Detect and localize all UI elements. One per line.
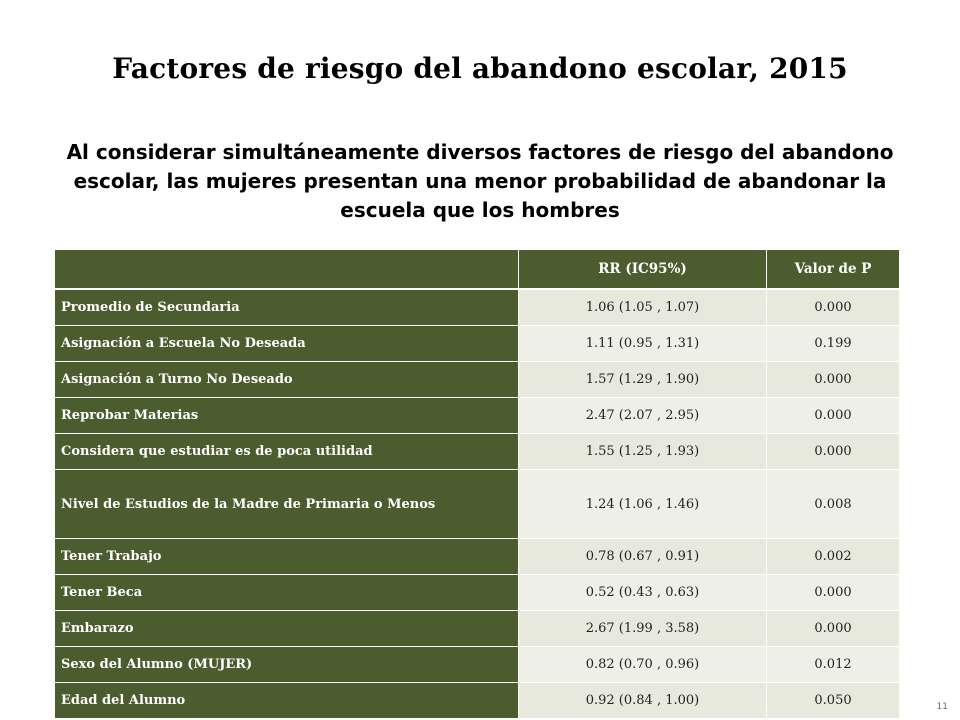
p-value-cell: 0.000 [767,362,900,398]
rr-cell: 0.52 (0.43 , 0.63) [519,575,767,611]
table-row [55,647,900,683]
factor-cell: Asignación a Escuela No Deseada [55,326,519,362]
table-row [55,575,900,611]
rr-cell: 2.67 (1.99 , 3.58) [519,611,767,647]
slide-title: Factores de riesgo del abandono escolar, 2015 [112,52,848,85]
p-value-cell: 0.050 [767,683,900,719]
header-p-value: Valor de P [767,250,900,290]
rr-cell: 1.57 (1.29 , 1.90) [519,362,767,398]
factor-cell: Tener Trabajo [55,539,519,575]
factor-cell: Nivel de Estudios de la Madre de Primaria o Menos [55,470,519,539]
p-value-cell: 0.000 [767,611,900,647]
factor-cell: Sexo del Alumno (MUJER) [55,647,519,683]
table-row [55,398,900,434]
risk-factors-table [55,250,900,719]
table-row [55,362,900,398]
factor-cell: Asignación a Turno No Deseado [55,362,519,398]
rr-cell: 1.06 (1.05 , 1.07) [519,290,767,326]
p-value-cell: 0.000 [767,398,900,434]
p-value-cell: 0.008 [767,470,900,539]
table-row [55,611,900,647]
factor-cell: Embarazo [55,611,519,647]
p-value-cell: 0.199 [767,326,900,362]
factor-cell: Considera que estudiar es de poca utilidad [55,434,519,470]
rr-cell: 0.92 (0.84 , 1.00) [519,683,767,719]
p-value-cell: 0.000 [767,434,900,470]
p-value-cell: 0.000 [767,290,900,326]
header-factor [55,250,519,290]
p-value-cell: 0.000 [767,575,900,611]
factor-cell: Promedio de Secundaria [55,290,519,326]
table-row [55,326,900,362]
page-number: 11 [936,702,948,712]
table-row [55,470,900,539]
table-row [55,434,900,470]
factor-cell: Reprobar Materias [55,398,519,434]
factor-cell: Tener Beca [55,575,519,611]
p-value-cell: 0.012 [767,647,900,683]
slide-subtitle: Al considerar simultáneamente diversos factores de riesgo del abandono escolar, las mujeres presentan una menor probabilidad de abandonar la escuela que los hombres [66,140,894,222]
table-header-row [55,250,900,290]
rr-cell: 0.78 (0.67 , 0.91) [519,539,767,575]
p-value-cell: 0.002 [767,539,900,575]
rr-cell: 1.11 (0.95 , 1.31) [519,326,767,362]
factor-cell: Edad del Alumno [55,683,519,719]
rr-cell: 2.47 (2.07 , 2.95) [519,398,767,434]
header-rr: RR (IC95%) [519,250,767,290]
table-row [55,539,900,575]
rr-cell: 1.55 (1.25 , 1.93) [519,434,767,470]
table-row [55,683,900,719]
rr-cell: 1.24 (1.06 , 1.46) [519,470,767,539]
table-row [55,290,900,326]
rr-cell: 0.82 (0.70 , 0.96) [519,647,767,683]
